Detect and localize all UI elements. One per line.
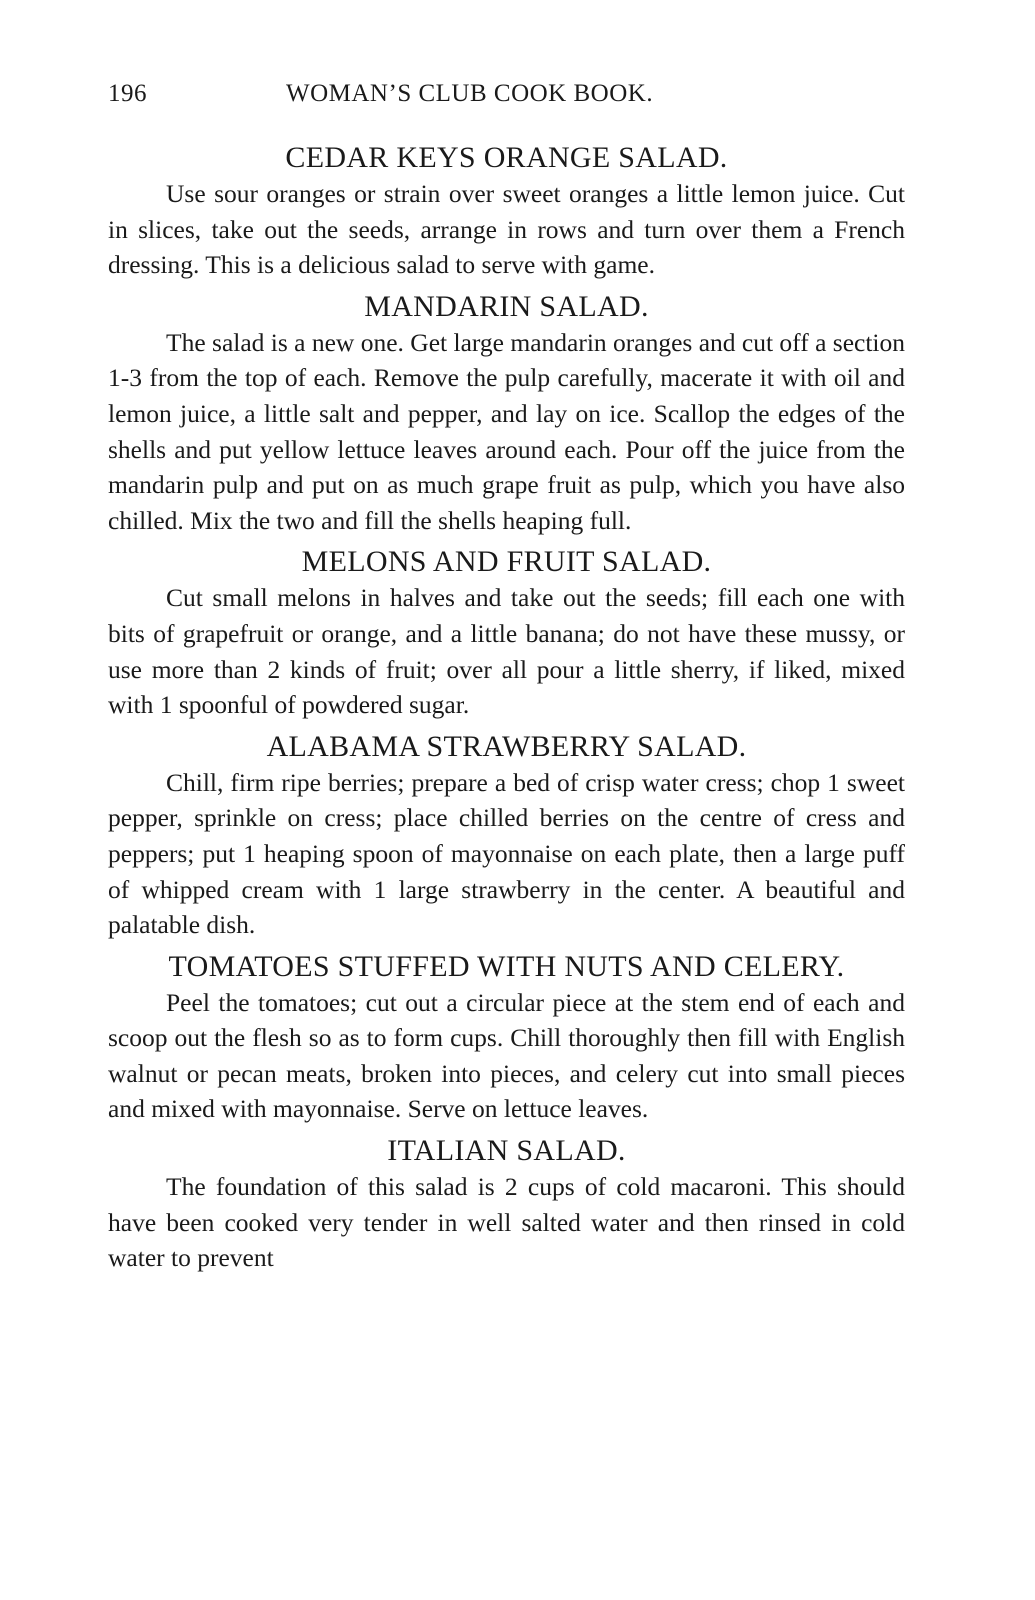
- page-number: 196: [108, 80, 147, 107]
- recipe-text: Peel the tomatoes; cut out a circular piece at the stem end of each and scoop out the flesh so as to form cups. Chill thoroughly then fill with English walnut or pecan meats, broken into pieces, and celery cut into small pieces and mixed with mayonnaise. Serve on lettuce leaves.: [108, 987, 905, 1124]
- recipe-title: CEDAR KEYS ORANGE SALAD.: [285, 141, 728, 174]
- running-title: WOMAN’S CLUB COOK BOOK.: [286, 80, 654, 107]
- recipe-text: The salad is a new one. Get large mandarin oranges and cut off a section 1-3 from the top of each. Remove the pulp carefully, macerate it with oil and lemon juice, a little salt and pepper, and lay on ice. Scallop the edges of the shells and put yellow lettuce leaves around each. Pour off the juice from the mandarin pulp and put on as much grape fruit as pulp, which you have also chilled. Mix the two and fill the shells heaping full.: [108, 327, 906, 535]
- recipe-title: MANDARIN SALAD.: [364, 289, 649, 323]
- recipe-italian-salad: [108, 1133, 905, 1276]
- recipe-title: ALABAMA STRAWBERRY SALAD.: [266, 729, 747, 763]
- recipe-cedar-keys-orange-salad: [108, 140, 905, 283]
- recipe-title: TOMATOES STUFFED WITH NUTS AND CELERY.: [168, 949, 845, 983]
- recipe-text: Use sour oranges or strain over sweet oranges a little lemon juice. Cut in slices, take out the seeds, arrange in rows and turn over them a French dressing. This is a delicious salad to serve with game.: [108, 179, 905, 280]
- recipe-text: Chill, firm ripe berries; prepare a bed of crisp water cress; chop 1 sweet pepper, sprinkle on cress; place chilled berries on the centre of cress and peppers; put 1 heaping spoon of mayonnaise on each plate, then a large puff of whipped cream with 1 large strawberry in the center. A beautiful and palatable dish.: [108, 767, 905, 940]
- recipe-alabama-strawberry-salad: [108, 729, 905, 943]
- recipe-title: ITALIAN SALAD.: [387, 1134, 626, 1168]
- running-head: [108, 80, 908, 120]
- recipe-text: The foundation of this salad is 2 cups of cold macaroni. This should have been cooked very tender in well salted water and then rinsed in cold water to prevent: [108, 1172, 905, 1273]
- recipe-mandarin-salad: [108, 289, 905, 539]
- recipe-text: Cut small melons in halves and take out the seeds; fill each one with bits of grapefruit or orange, and a little banana; do not have these mussy, or use more than 2 kinds of fruit; over all pour a little sherry, if liked, mixed with 1 spoonful of powdered sugar.: [108, 583, 905, 720]
- recipe-tomatoes-stuffed: [108, 949, 905, 1127]
- recipe-title: MELONS AND FRUIT SALAD.: [301, 545, 712, 579]
- recipe-melons-and-fruit-salad: [108, 544, 905, 722]
- page-content: [108, 140, 905, 1276]
